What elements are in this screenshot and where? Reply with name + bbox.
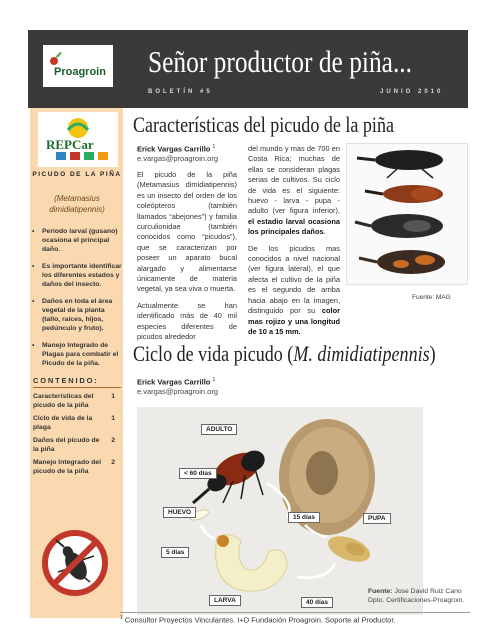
- duration-label: 15 días: [288, 512, 320, 523]
- photo-source: Fuente: MAG: [412, 294, 451, 301]
- author-block: [137, 144, 218, 163]
- section-title-lifecycle: Ciclo de vida picudo (M. dimidiatipennis): [133, 341, 436, 366]
- stage-label-egg: HUEVO: [163, 507, 196, 518]
- weevil-icon: [357, 150, 443, 178]
- toc-label: Ciclo de vida de la plaga: [33, 415, 93, 431]
- author-email[interactable]: e.vargas@proagroin.org: [137, 386, 218, 396]
- species-name: M. dimidiatipennis: [293, 341, 430, 366]
- author-email[interactable]: e.vargas@proagroin.org: [137, 153, 218, 163]
- logo-text: Proagroin: [54, 66, 106, 78]
- lifecycle-photo: [137, 407, 423, 615]
- toc-page: 2: [111, 437, 115, 444]
- footnote-text: Consultor Proyectos Vinculantes. I+D Fundación Proagroin. Soporte al Productor.: [124, 615, 396, 625]
- toc-label: Características del picudo de la piña: [33, 393, 94, 409]
- toc-item[interactable]: [33, 414, 123, 432]
- footnote-mark: 1: [120, 615, 123, 621]
- sidebar-heading: PICUDO DE LA PIÑA: [32, 171, 122, 178]
- contents-heading: CONTENIDO:: [33, 376, 99, 385]
- author-footnote-mark: 1: [212, 377, 216, 383]
- weevil-species-photo: [346, 143, 468, 285]
- list-item: • Daños en toda el área vegetal de la planta (tallo, raíces, hijos, pedúnculo y fruto).: [32, 297, 124, 333]
- paragraph: del mundo y mas de 700 en Costa Rica; muchas de ellas se consideran plagas serias de cultivos. Su ciclo de vida es el siguiente: huevo - larva - pupa - adulto (ver figura inferior),: [248, 144, 340, 216]
- duration-label: 40 días: [301, 597, 333, 608]
- list-item: • Es importante identificar los diferentes estados y daños del insecto.: [32, 262, 124, 289]
- article-column-1: [137, 170, 237, 349]
- toc-page: 1: [111, 415, 115, 422]
- contents-divider: [33, 387, 121, 388]
- section-title-characteristics: Características del picudo de la piña: [133, 112, 394, 137]
- stage-label-larva: LARVA: [209, 595, 241, 606]
- toc-page: 1: [111, 393, 115, 400]
- repcar-logo-text: REPCar: [46, 137, 94, 152]
- toc-item[interactable]: [33, 458, 123, 476]
- paragraph: De los picudos mas conocidos a nivel nacional (ver figura lateral), el que afecta el cultivo de la piña es el segundo de arriba hacia abajo en la imagen, distinguido por su: [248, 243, 340, 316]
- highlight-text: color mas rojizo y una longitud de 10 a 15 mm.: [248, 306, 340, 336]
- author-name: Erick Vargas Carrillo: [137, 144, 211, 154]
- list-item: • Manejo Integrado de Plagas para combatir el Picudo de la piña.: [32, 341, 124, 368]
- issue-date: JUNIO 2010: [380, 89, 444, 95]
- article-column-2: del mundo y mas de 700 en Costa Rica; muchas de ellas se consideran plagas serias de cultivos. Su ciclo de vida es el siguiente: huevo - larva - pupa - adulto (ver figura inferior), el estadio larval ocasiona los principales daños. De los picudos mas conocidos a nivel nacional (ver figura lateral), el que afecta el cultivo de la piña es el segundo de arriba hacia abajo en la imagen, distinguido por su color mas rojizo y una longitud de 10 a 15 mm.: [248, 144, 340, 336]
- key-points-list: [32, 227, 124, 376]
- duration-label: < 60 días: [179, 468, 217, 479]
- source-author: Jose David Ruiz Cano: [394, 588, 462, 595]
- weevil-icon: [355, 214, 443, 238]
- toc-item[interactable]: [33, 392, 123, 410]
- repcar-logo: [38, 112, 118, 167]
- leaf-logo-icon: [49, 50, 63, 66]
- sidebar-subheading: (Metamasius dimidiatipennis): [49, 194, 105, 214]
- stage-label-adult: ADULTO: [201, 424, 237, 435]
- weevil-icon: [359, 250, 445, 274]
- bulletin-number: BOLETÍN #5: [148, 89, 213, 95]
- source-department: Dpto. Certificaciones-Proagroin.: [368, 597, 465, 604]
- pineapple-weevil-icon: [365, 185, 443, 203]
- source-label: Fuente:: [368, 588, 393, 595]
- toc-label: Manejo Integrado del picudo de la piña: [33, 459, 101, 475]
- list-item: • Periodo larval (gusano) ocasiona el principal daño.: [32, 227, 124, 254]
- author-block: [137, 377, 218, 396]
- footnote: [120, 612, 470, 625]
- photo-credit: [368, 587, 464, 605]
- paragraph: El picudo de la piña (Metamasius dimidiatipennis) es un insecto del orden de los coleópteros (también llamados “abejones”) y familia curculionidae (también conocidos como “picudos”), que se caracterizan por poseer un aparato bucal alargado y alimentarse únicamente de materia vegetal, ya sea viva o muerta.: [137, 170, 237, 294]
- author-name: Erick Vargas Carrillo: [137, 377, 211, 387]
- author-footnote-mark: 1: [212, 144, 216, 150]
- toc-page: 2: [111, 459, 115, 466]
- duration-label: 5 días: [161, 547, 189, 558]
- newsletter-title: Señor productor de piña...: [148, 44, 413, 79]
- toc-label: Daños del picudo de la piña: [33, 437, 100, 453]
- stage-label-pupa: PUPA: [363, 513, 391, 524]
- no-weevil-icon: [40, 528, 110, 598]
- toc-item[interactable]: [33, 436, 123, 454]
- highlight-text: el estadio larval ocasiona los principales daños: [248, 216, 340, 237]
- paragraph: Actualmente se han identificado más de 40 mil especies diferentes de picudos alrededor: [137, 300, 237, 342]
